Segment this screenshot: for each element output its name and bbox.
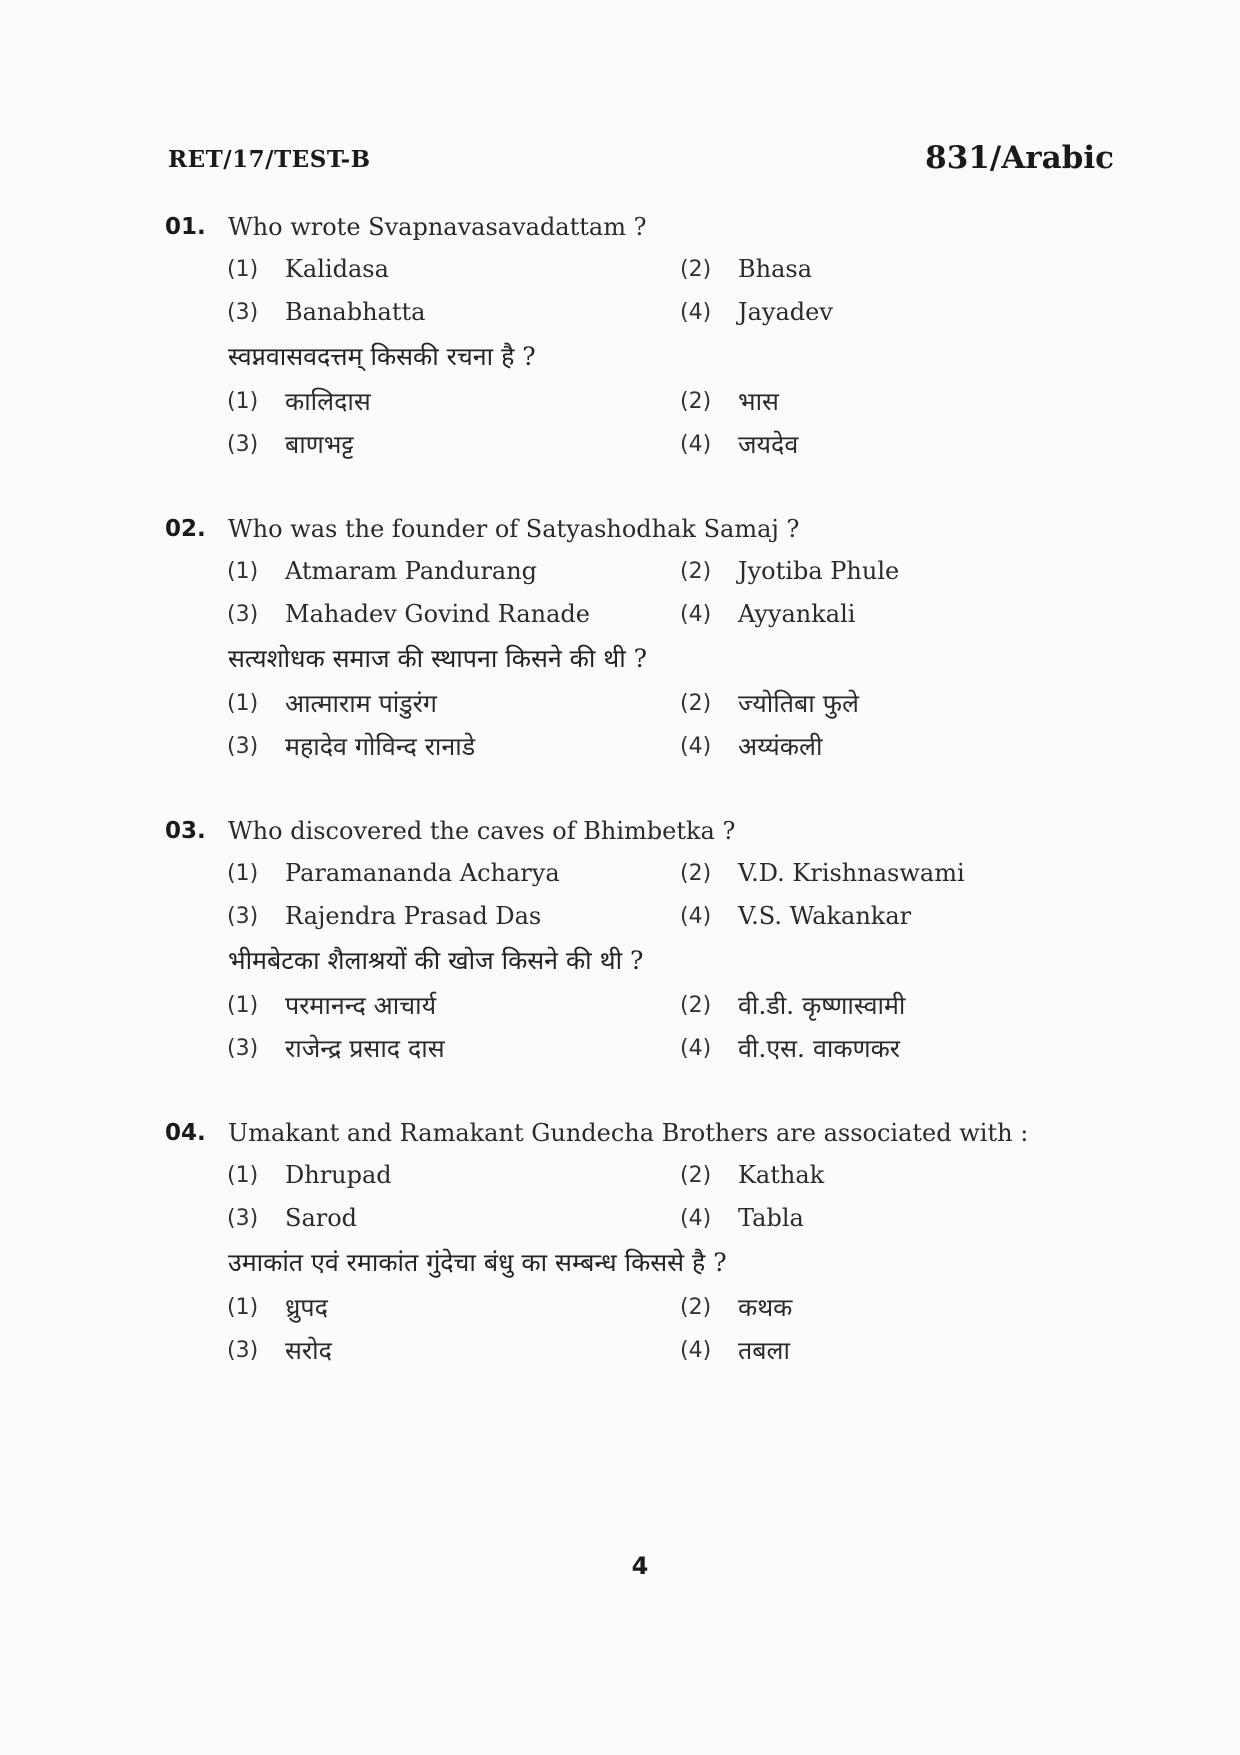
english-options: (1) Atmaram Pandurang (2) Jyotiba Phule (3) Mahadev Govind Ranade (4) Ayyankali (227, 557, 900, 628)
question-text-hindi: स्वप्नवासवदत्तम् किसकी रचना है ? (228, 342, 536, 371)
page-number: 4 (631, 1552, 649, 1580)
question-text-english: Who was the founder of Satyashodhak Samaj ? (228, 515, 800, 543)
test-code-header: RET/17/TEST-B (168, 146, 371, 173)
hindi-options: (1) आत्माराम पांडुरंग (2) ज्योतिबा फुले (3) महादेव गोविन्द रानाडे (4) अय्यंकली (227, 689, 859, 761)
question-text-hindi: सत्यशोधक समाज की स्थापना किसने की थी ? (228, 644, 648, 673)
question-number: 04. (165, 1120, 206, 1146)
question-text-hindi: भीमबेटका शैलाश्रयों की खोज किसने की थी ? (228, 946, 644, 975)
subject-code-header: 831/Arabic (925, 140, 1114, 176)
question-block (165, 508, 1105, 768)
english-options: (1) Dhrupad (2) Kathak (3) Sarod (4) Tabla (227, 1161, 825, 1232)
hindi-options: (1) ध्रुपद (2) कथक (3) सरोद (4) तबला (227, 1293, 793, 1365)
question-text-english: Umakant and Ramakant Gundecha Brothers are associated with : (228, 1119, 1029, 1147)
hindi-options: (1) कालिदास (2) भास (3) बाणभट्ट (4) जयदेव (227, 387, 799, 459)
question-text-english: Who discovered the caves of Bhimbetka ? (228, 817, 736, 845)
question-block (165, 1112, 1105, 1372)
question-text-hindi: उमाकांत एवं रमाकांत गुंदेचा बंधु का सम्बन्ध किससे है ? (228, 1248, 727, 1277)
english-options: (1) Kalidasa (2) Bhasa (3) Banabhatta (4) Jayadev (227, 255, 833, 326)
question-number: 01. (165, 214, 206, 240)
question-text-english: Who wrote Svapnavasavadattam ? (228, 213, 647, 241)
question-number: 03. (165, 818, 206, 844)
question-block (165, 810, 1105, 1070)
english-options: (1) Paramananda Acharya (2) V.D. Krishnaswami (3) Rajendra Prasad Das (4) V.S. Wakankar (227, 859, 965, 930)
hindi-options: (1) परमानन्द आचार्य (2) वी.डी. कृष्णास्वामी (3) राजेन्द्र प्रसाद दास (4) वी.एस. वाकणकर (227, 991, 906, 1063)
question-block (165, 206, 1105, 466)
question-number: 02. (165, 516, 206, 542)
